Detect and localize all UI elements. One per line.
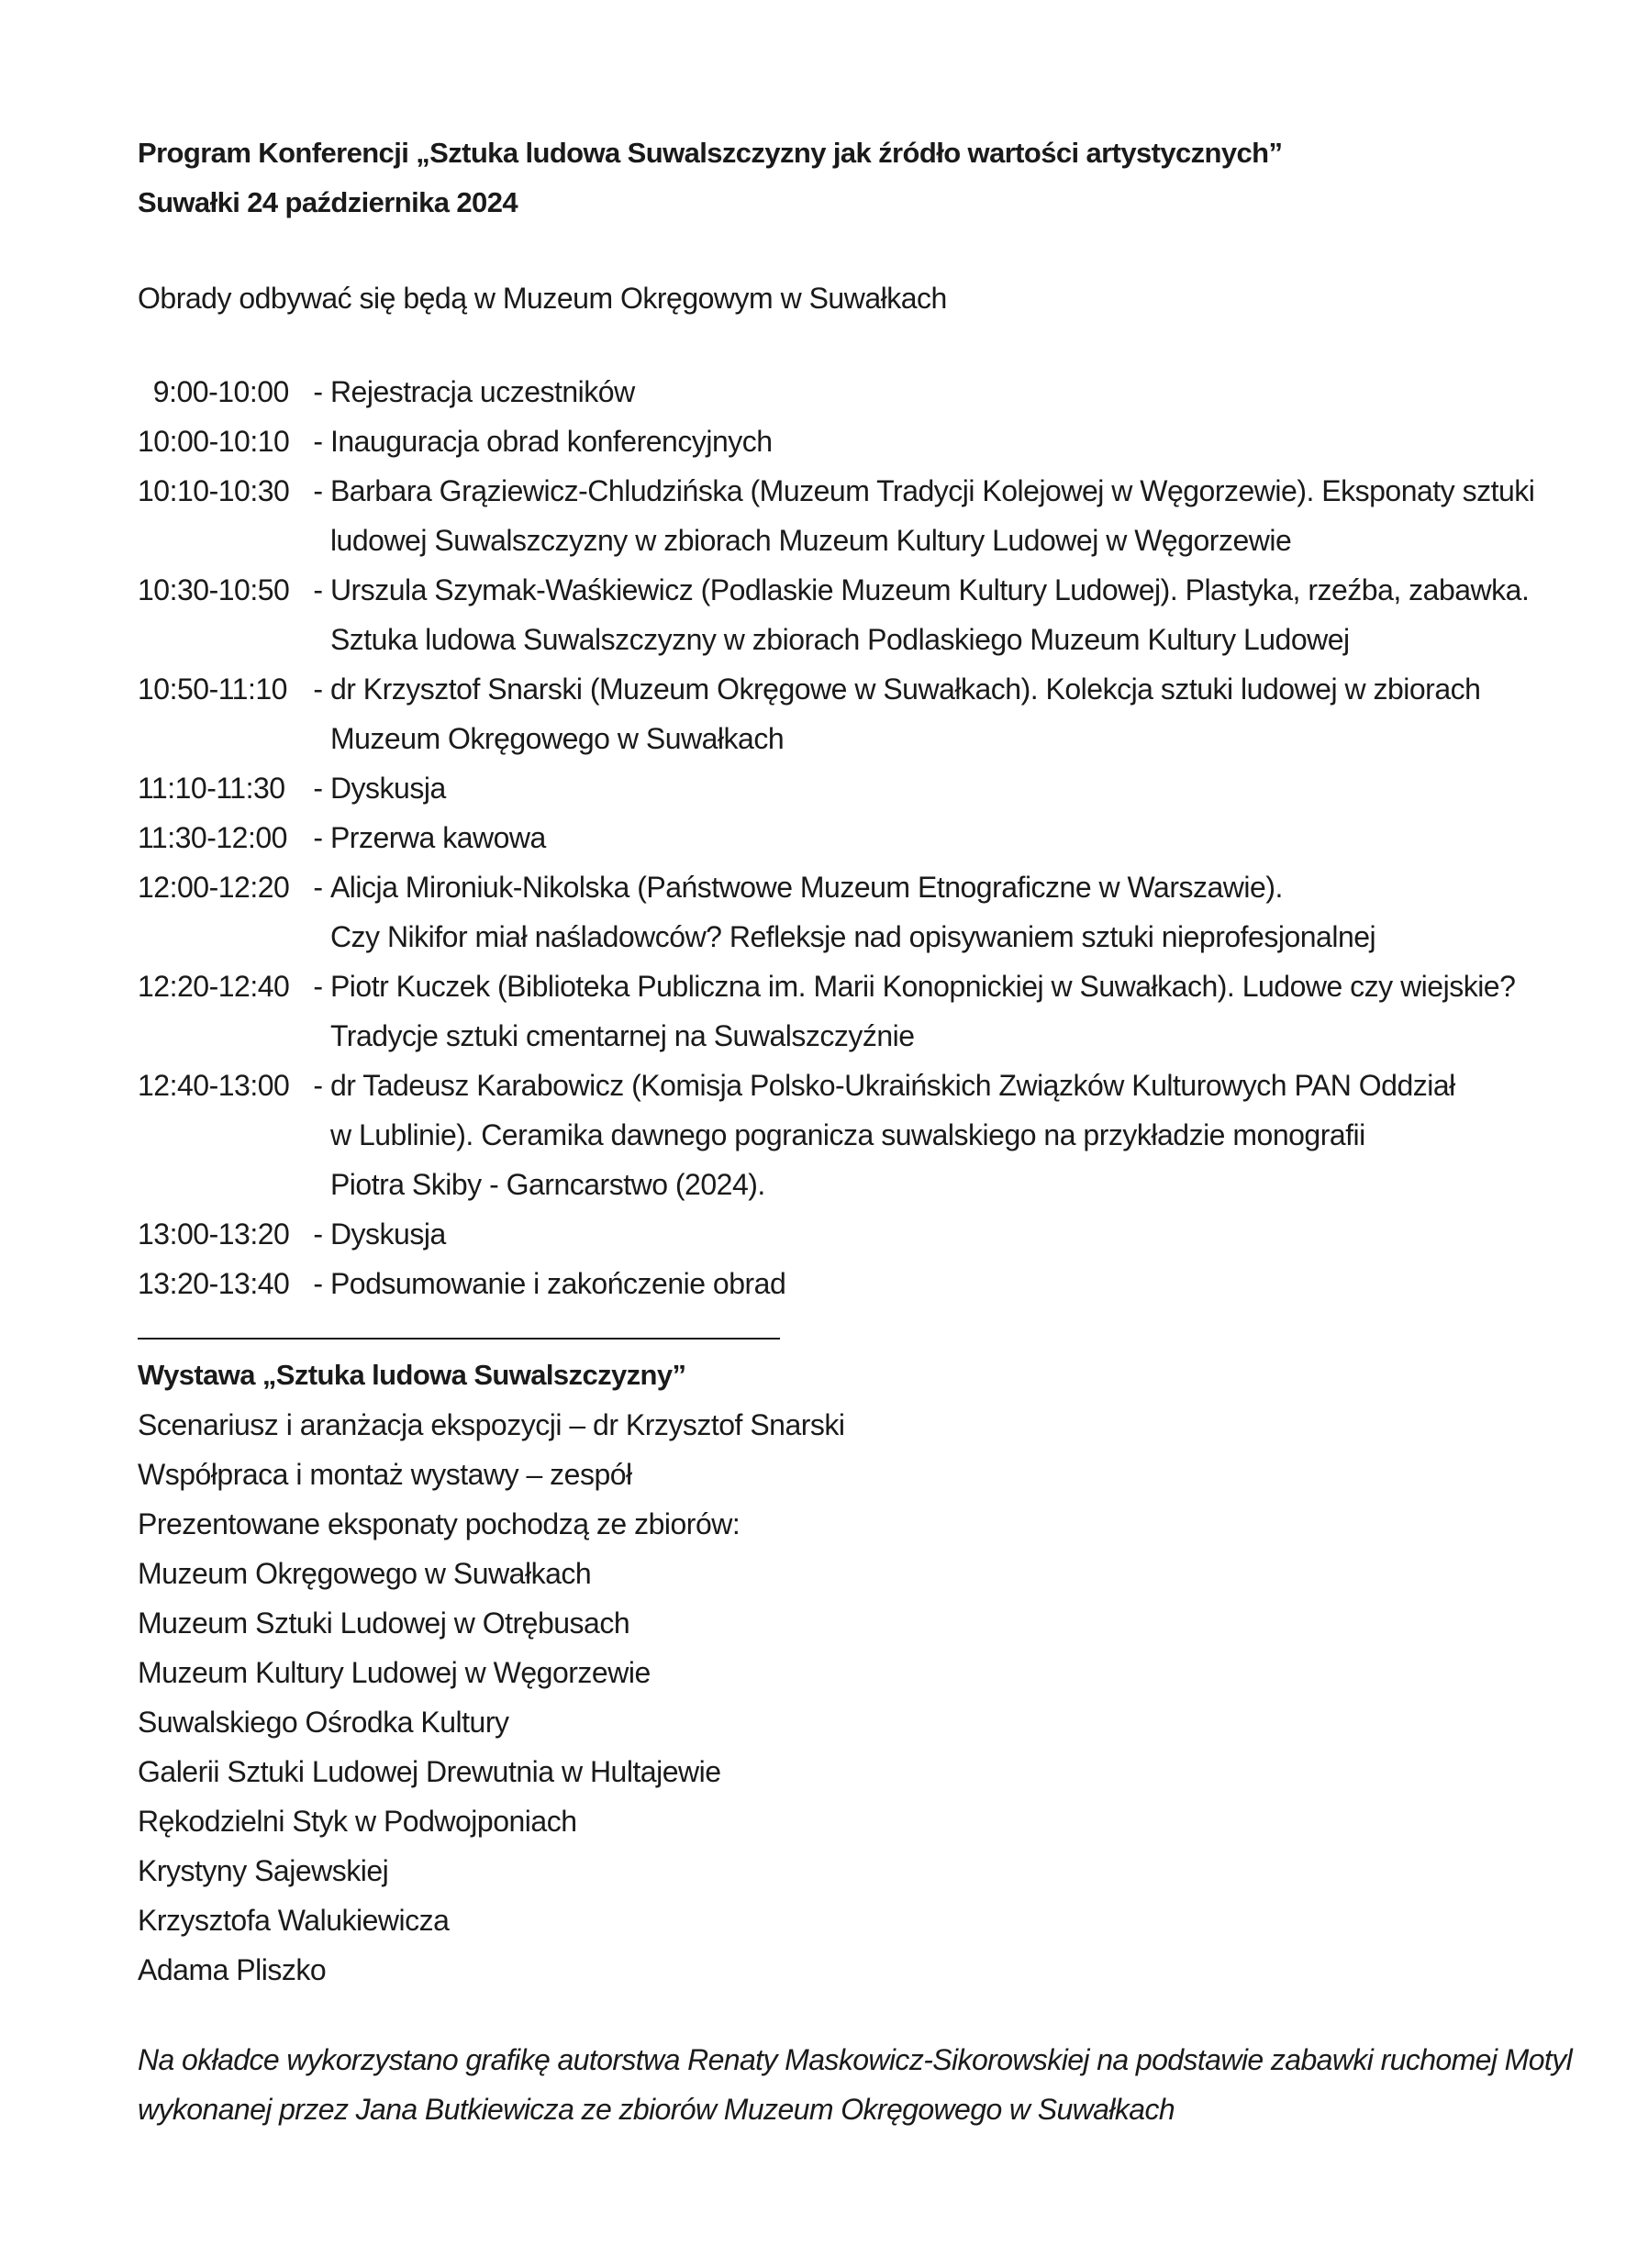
schedule-separator: - — [306, 375, 330, 408]
schedule-time: 13:20-13:40 — [138, 1267, 290, 1300]
schedule-description-line: w Lublinie). Ceramika dawnego pogranicza suwalskiego na przykładzie monografii — [329, 1118, 1365, 1151]
schedule-description-line: Dyskusja — [329, 772, 446, 805]
schedule-entry — [138, 367, 1514, 417]
schedule-description — [330, 417, 1514, 466]
schedule-description — [330, 1061, 1514, 1209]
exhibition-line: Krystyny Sajewskiej — [138, 1854, 389, 1887]
schedule-description-line: Inauguracja obrad konferencyjnych — [329, 425, 773, 458]
schedule-description-line: Alicja Mironiuk-Nikolska (Państwowe Muzeum Etnograficzne w Warszawie). — [329, 871, 1283, 904]
schedule-time: 11:30-12:00 — [138, 821, 287, 854]
schedule-time: 9:00-10:00 — [138, 375, 289, 408]
schedule-entry — [138, 466, 1535, 565]
schedule-description-line: Tradycje sztuki cmentarnej na Suwalszczyźnie — [329, 1019, 915, 1052]
section-divider — [138, 1338, 780, 1340]
exhibition-details — [138, 1400, 1514, 1995]
exhibition-title: Wystawa „Sztuka ludowa Suwalszczyzny” — [138, 1359, 686, 1391]
schedule-time: 12:00-12:20 — [138, 871, 290, 904]
schedule-description — [330, 813, 1514, 862]
schedule-entry — [138, 813, 1514, 862]
venue-text: Obrady odbywać się będą w Muzeum Okręgowym w Suwałkach — [138, 282, 947, 315]
schedule-description-line: Urszula Szymak-Waśkiewicz (Podlaskie Muzeum Kultury Ludowej). Plastyka, rzeźba, zabawka. — [329, 573, 1530, 606]
schedule-description-line: Czy Nikifor miał naśladowców? Refleksje nad opisywaniem sztuki nieprofesjonalnej — [329, 920, 1376, 953]
schedule-list — [138, 367, 1535, 1308]
exhibition-line: Scenariusz i aranżacja ekspozycji – dr Krzysztof Snarski — [138, 1408, 845, 1441]
schedule-separator: - — [306, 573, 330, 606]
schedule-separator: - — [306, 970, 330, 1003]
schedule-time: 12:20-12:40 — [138, 970, 290, 1003]
schedule-time: 13:00-13:20 — [138, 1217, 290, 1251]
schedule-time: 10:50-11:10 — [138, 673, 287, 706]
schedule-description-line: dr Tadeusz Karabowicz (Komisja Polsko-Ukraińskich Związków Kulturowych PAN Oddział — [329, 1069, 1455, 1102]
exhibition-line: Krzysztofa Walukiewicza — [138, 1904, 450, 1937]
conference-date: Suwałki 24 października 2024 — [138, 186, 518, 218]
conference-title: Program Konferencji „Sztuka ludowa Suwalszczyzny jak źródło wartości artystycznych” — [138, 137, 1283, 169]
schedule-separator: - — [306, 425, 330, 458]
schedule-separator: - — [306, 673, 330, 706]
schedule-entry — [138, 664, 1514, 763]
schedule-description-line: Piotr Kuczek (Biblioteka Publiczna im. Marii Konopnickiej w Suwałkach). Ludowe czy wiejskie? — [329, 970, 1516, 1003]
schedule-description-line: ludowej Suwalszczyzny w zbiorach Muzeum Kultury Ludowej w Węgorzewie — [329, 524, 1292, 557]
exhibition-line: Galerii Sztuki Ludowej Drewutnia w Hultajewie — [138, 1755, 721, 1788]
schedule-time: 11:10-11:30 — [138, 772, 285, 805]
exhibition-line: Suwalskiego Ośrodka Kultury — [138, 1706, 509, 1739]
document-page — [138, 128, 1573, 2134]
schedule-description — [330, 664, 1514, 763]
schedule-description-line: Barbara Grąziewicz-Chludzińska (Muzeum Tradycji Kolejowej w Węgorzewie). Eksponaty sztuki — [329, 474, 1535, 507]
schedule-description — [330, 1209, 1514, 1259]
schedule-entry — [138, 862, 1514, 962]
schedule-time: 10:10-10:30 — [138, 474, 290, 507]
schedule-description-line: Dyskusja — [329, 1217, 446, 1251]
schedule-description-line: Podsumowanie i zakończenie obrad — [329, 1267, 786, 1300]
schedule-separator: - — [306, 1217, 330, 1251]
schedule-separator: - — [306, 821, 330, 854]
exhibition-line: Muzeum Kultury Ludowej w Węgorzewie — [138, 1656, 651, 1689]
exhibition-line: Adama Pliszko — [138, 1953, 327, 1986]
schedule-entry — [138, 1209, 1514, 1259]
schedule-separator: - — [306, 1267, 330, 1300]
schedule-description — [330, 565, 1529, 664]
schedule-separator: - — [306, 871, 330, 904]
schedule-entry — [138, 565, 1530, 664]
schedule-description — [330, 962, 1515, 1061]
schedule-description — [330, 466, 1534, 565]
cover-note-line-2: wykonanej przez Jana Butkiewicza ze zbiorów Muzeum Okręgowego w Suwałkach — [138, 2093, 1175, 2126]
schedule-time: 10:00-10:10 — [138, 425, 290, 458]
schedule-description-line: Piotra Skiby - Garncarstwo (2024). — [329, 1168, 765, 1201]
exhibition-line: Współpraca i montaż wystawy – zespół — [138, 1458, 632, 1491]
exhibition-line: Rękodzielni Styk w Podwojponiach — [138, 1805, 577, 1838]
schedule-description-line: Rejestracja uczestników — [329, 375, 635, 408]
schedule-entry — [138, 417, 1514, 466]
exhibition-line: Muzeum Okręgowego w Suwałkach — [138, 1557, 592, 1590]
schedule-description — [330, 763, 1514, 813]
exhibition-line: Muzeum Sztuki Ludowej w Otrębusach — [138, 1606, 630, 1640]
schedule-entry — [138, 962, 1514, 1061]
schedule-separator: - — [306, 1069, 330, 1102]
schedule-separator: - — [306, 474, 330, 507]
schedule-description-line: Sztuka ludowa Suwalszczyzny w zbiorach Podlaskiego Muzeum Kultury Ludowej — [329, 623, 1350, 656]
schedule-description-line: dr Krzysztof Snarski (Muzeum Okręgowe w Suwałkach). Kolekcja sztuki ludowej w zbiorach — [329, 673, 1481, 706]
schedule-description-line: Przerwa kawowa — [329, 821, 546, 854]
schedule-description — [330, 1259, 1514, 1308]
schedule-time: 12:40-13:00 — [138, 1069, 290, 1102]
cover-note-line-1: Na okładce wykorzystano grafikę autorstwa Renaty Maskowicz-Sikorowskiej na podstawie zabawki ruchomej Motyl — [138, 2043, 1573, 2076]
schedule-time: 10:30-10:50 — [138, 573, 290, 606]
exhibition-line: Prezentowane eksponaty pochodzą ze zbiorów: — [138, 1507, 741, 1540]
schedule-separator: - — [306, 772, 330, 805]
schedule-entry — [138, 763, 1514, 813]
schedule-entry — [138, 1259, 1514, 1308]
schedule-description-line: Muzeum Okręgowego w Suwałkach — [329, 722, 785, 755]
schedule-description — [330, 862, 1514, 962]
schedule-entry — [138, 1061, 1514, 1209]
schedule-description — [330, 367, 1514, 417]
